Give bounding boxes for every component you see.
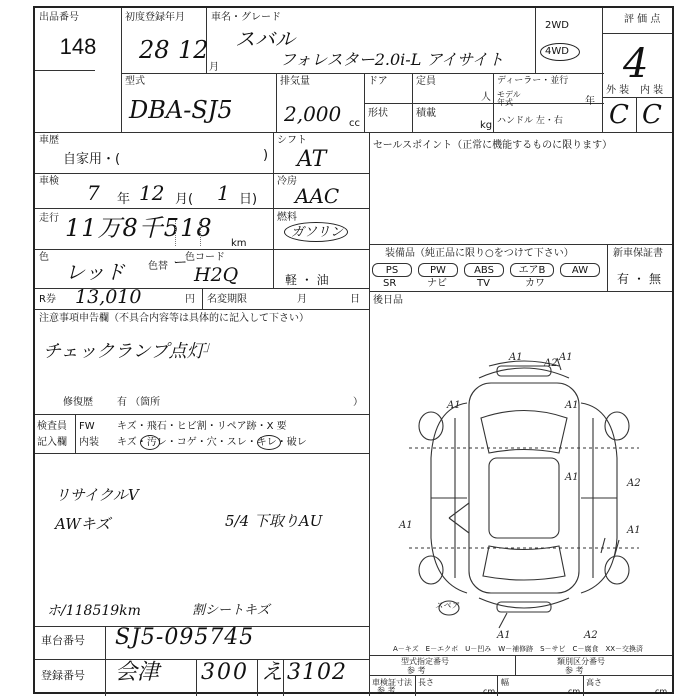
equipment-label: 装備品（純正品に限り○をつけて下さい） — [385, 248, 574, 259]
drive-4wd: 4WD — [545, 46, 569, 57]
registration-year: 28 — [139, 36, 170, 64]
memo-seat: 割シートキズ — [192, 603, 270, 618]
model-year-label: モデル 年式 — [497, 90, 521, 107]
displacement-value: 2,000 — [284, 102, 342, 126]
year-unit-left: 年 — [117, 192, 131, 207]
stain-circle — [140, 435, 160, 450]
warranty-yes: 有 — [617, 272, 630, 286]
damage-mark-a1-roof: A1 — [565, 472, 579, 483]
chassis-label: 車台番号 — [41, 634, 85, 647]
shape-label: 形状 — [368, 108, 388, 119]
damage-mark-a2-rear: A2 — [584, 630, 598, 641]
inspection-month: 12 — [139, 181, 165, 205]
plate-region: 会津 — [115, 660, 160, 685]
ac-value: AAC — [295, 184, 340, 208]
fuel-light-oil: 軽 ・ 油 — [285, 273, 329, 287]
year-unit: 年 — [585, 96, 595, 107]
cc-unit: cc — [349, 118, 360, 129]
warranty-no: 無 — [649, 272, 662, 286]
color-label: 色 — [39, 252, 49, 263]
name-change-label: 名変期限 — [207, 294, 247, 305]
capacity-label: 定員 — [416, 76, 436, 87]
car-grade: フォレスター2.0i-L アイサイト — [280, 50, 504, 69]
recycle-label: R券 — [39, 294, 56, 305]
chassis-number: SJ5-095745 — [115, 625, 255, 650]
dealer-label: ディーラー・並行 — [497, 76, 569, 86]
dims-ref: 参 考 — [377, 686, 396, 695]
history-value: 自家用・( — [63, 152, 121, 167]
notes-value: チェックランプ点灯 — [43, 341, 205, 362]
handle-label: ハンドル 左・右 — [497, 116, 563, 126]
equip-leather: カワ — [525, 278, 545, 289]
displacement-label: 排気量 — [280, 76, 310, 87]
repair-value: 有 （箇所 — [117, 397, 161, 408]
lot-number: 148 — [59, 34, 97, 59]
mileage-value: 11万8千518 — [65, 214, 213, 242]
day-unit-left: 日) — [239, 192, 258, 207]
notes-label: 注意事項申告欄（不具合内容等は具体的に記入して下さい） — [39, 313, 309, 324]
length-label: 長さ — [418, 678, 434, 687]
ac-label: 冷房 — [277, 176, 297, 187]
color-change-label: 色替 — [148, 261, 168, 272]
mileage-label: 走行 — [39, 213, 59, 224]
damage-mark-a2-right: A2 — [627, 478, 641, 489]
damage-mark-a1-hood: A1 — [565, 400, 579, 411]
month-unit: 月 — [209, 62, 219, 73]
name-change-day: 日 — [350, 294, 360, 305]
equip-sr: SR — [383, 278, 397, 289]
record-label: 記入欄 — [37, 437, 67, 448]
warranty-separator: ・ — [633, 272, 646, 286]
car-damage-diagram — [369, 308, 672, 643]
equip-abs: ABS — [464, 263, 504, 277]
memo-odometer: ホ/118519km — [47, 603, 141, 619]
scuff-circle — [257, 435, 281, 450]
inspector-label: 検査員 — [37, 421, 67, 432]
month-unit-left: 月( — [175, 192, 194, 207]
fw-items: キズ・飛石・ヒビ割・リペア跡・X 要 — [117, 421, 287, 432]
color-change-value: ー — [172, 255, 186, 271]
yen-unit: 円 — [185, 294, 195, 305]
equip-aw: AW — [560, 263, 600, 277]
fw-label: FW — [79, 421, 95, 432]
kg-unit: kg — [480, 120, 493, 131]
memo-tradein: 5/4 下取りAU — [225, 512, 323, 530]
repair-close: ） — [353, 397, 363, 408]
interior-items: キズ・汚レ・コゲ・穴・スレ・キレ・破レ — [117, 437, 307, 448]
fuel-label: 燃料 — [277, 212, 297, 223]
damage-mark-a1-right-rear: A1 — [627, 525, 641, 536]
registration-month: 12 — [178, 36, 209, 64]
sales-points-label: セールスポイント（正常に機能するものに限ります） — [373, 140, 613, 151]
damage-mark-a1-rear: A1 — [497, 630, 511, 641]
damage-legend: A－キズ E－エクボ U－凹み W－補修跡 S－サビ C－腐食 XX－交換済 — [393, 645, 644, 653]
score-label: 評 価 点 — [624, 14, 661, 25]
exterior-label: 外 装 — [606, 85, 630, 96]
drive-2wd: 2WD — [545, 20, 569, 31]
dims-label: 車検証寸法 — [372, 678, 412, 687]
width-cm: cm — [568, 687, 581, 696]
repair-label: 修復歴 — [63, 397, 93, 408]
recycle-value: 13,010 — [75, 286, 142, 308]
history-close: ) — [263, 148, 269, 163]
class-number-ref: 参 考 — [565, 666, 584, 675]
rear-items-label: 後日品 — [373, 295, 403, 306]
first-registration-label: 初度登録年月 — [125, 12, 185, 23]
damage-mark-a1-left: A1 — [399, 520, 413, 531]
shift-label: シフト — [277, 135, 307, 146]
damage-mark-a2-front: A2 — [544, 358, 558, 369]
history-label: 車歴 — [39, 135, 59, 146]
color-code-label: 色コード — [185, 252, 225, 263]
height-label: 高さ — [586, 678, 602, 687]
memo-aw: AWキズ — [55, 515, 111, 533]
plate-label: 登録番号 — [41, 669, 85, 682]
damage-mark-a1-front: A1 — [509, 352, 523, 363]
type-number-ref: 参 考 — [407, 666, 426, 675]
color-code-value: H2Q — [194, 264, 239, 286]
door-label: ドア — [368, 76, 388, 87]
plate-number: 3102 — [287, 660, 347, 685]
memo-recycle: リサイクルV — [55, 486, 139, 504]
load-label: 積載 — [416, 108, 436, 119]
color-value: レッド — [65, 260, 125, 284]
model-label: 型式 — [125, 76, 145, 87]
notes-mark: 」 — [203, 339, 217, 355]
fuel-value: ガソリン — [291, 225, 344, 240]
equip-tv: TV — [477, 278, 490, 289]
interior-row-label: 内装 — [79, 437, 99, 448]
equip-pw: PW — [418, 263, 458, 277]
warranty-label: 新車保証書 — [613, 248, 663, 259]
inspection-year: 7 — [87, 181, 100, 205]
length-cm: cm — [483, 687, 496, 696]
equip-airbag: エアB — [510, 263, 554, 277]
equip-navi: ナビ — [427, 278, 447, 289]
car-name-label: 車名・グレード — [211, 12, 281, 23]
type-number-label: 型式指定番号 — [401, 657, 449, 666]
equipment-row-1 — [372, 263, 604, 277]
damage-mark-a1-left-front: A1 — [447, 400, 461, 411]
auction-sheet — [33, 6, 674, 694]
model-code: DBA-SJ5 — [129, 96, 233, 124]
lot-number-label: 出品番号 — [39, 12, 79, 23]
height-cm: cm — [655, 687, 668, 696]
overall-score: 4 — [623, 41, 649, 87]
inspection-day: 1 — [217, 181, 230, 205]
exterior-grade: C — [609, 100, 629, 130]
plate-class: 300 — [201, 660, 249, 685]
class-number-label: 類別区分番号 — [557, 657, 605, 666]
width-label: 幅 — [501, 678, 509, 687]
car-make: スバル — [235, 27, 295, 51]
km-unit: km — [231, 238, 247, 249]
interior-label: 内 装 — [640, 85, 664, 96]
persons-unit: 人 — [481, 92, 491, 103]
interior-grade: C — [642, 100, 662, 130]
plate-kana: え — [261, 660, 284, 685]
name-change-month: 月 — [297, 294, 307, 305]
inspection-label: 車検 — [39, 176, 59, 187]
damage-mark-a1-front-right: A1 — [559, 352, 573, 363]
spare-label: スペア — [435, 601, 459, 610]
shift-value: AT — [297, 147, 327, 172]
equip-ps: PS — [372, 263, 412, 277]
